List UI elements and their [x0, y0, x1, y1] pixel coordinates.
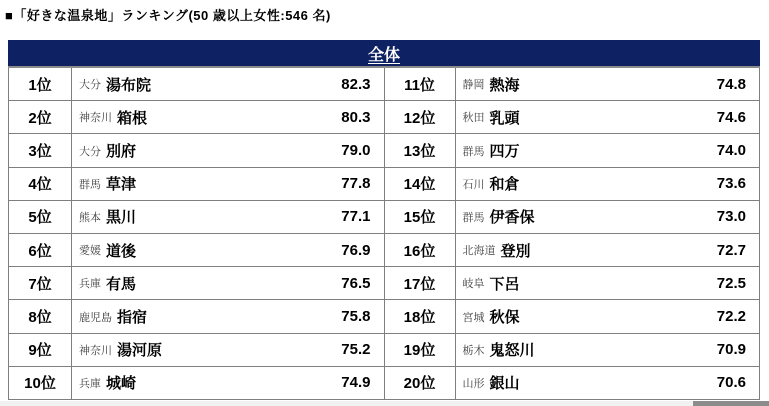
table-row: [385, 234, 760, 267]
rank-cell: 16位: [385, 234, 456, 266]
name-cell: [456, 334, 760, 366]
prefecture-label: 宮城: [462, 311, 485, 324]
prefecture-label: 大分: [79, 145, 101, 158]
rank-cell: 17位: [385, 267, 456, 299]
table-row: [9, 234, 384, 267]
table-row: [9, 101, 384, 134]
score-value: 82.3: [341, 75, 371, 93]
name-cell: [72, 134, 384, 166]
onsen-name: 伊香保: [489, 209, 535, 227]
name-cell: [72, 201, 384, 233]
name-cell: [456, 68, 760, 100]
ranking-column-left: [9, 68, 385, 400]
score-value: 74.6: [716, 108, 746, 126]
rank-cell: 9位: [9, 334, 72, 366]
score-value: 72.5: [716, 274, 746, 292]
name-cell: [456, 101, 760, 133]
table-row: [9, 267, 384, 300]
prefecture-label: 大分: [79, 79, 101, 92]
rank-cell: 2位: [9, 101, 72, 133]
name-cell: [72, 68, 384, 100]
name-cell: [72, 101, 384, 133]
score-value: 76.5: [341, 274, 371, 292]
onsen-name: 箱根: [117, 109, 148, 127]
score-value: 70.9: [716, 341, 746, 359]
table-row: [385, 101, 760, 134]
onsen-name: 道後: [106, 242, 137, 260]
rank-cell: 19位: [385, 334, 456, 366]
horizontal-scrollbar-thumb[interactable]: [693, 401, 769, 406]
onsen-name: 銀山: [489, 375, 520, 393]
name-cell: [72, 267, 384, 299]
ranking-table: [8, 40, 760, 400]
score-value: 72.2: [716, 308, 746, 326]
onsen-name: 草津: [106, 176, 137, 194]
name-cell: [456, 134, 760, 166]
score-value: 77.8: [341, 175, 371, 193]
name-cell: [456, 267, 760, 299]
prefecture-label: 群馬: [462, 145, 485, 158]
rank-cell: 1位: [9, 68, 72, 100]
score-value: 74.8: [716, 75, 746, 93]
name-cell: [456, 201, 760, 233]
prefecture-label: 兵庫: [79, 278, 101, 291]
onsen-name: 登別: [500, 242, 531, 260]
onsen-name: 秋保: [489, 309, 520, 327]
rank-cell: 10位: [9, 367, 72, 399]
score-value: 80.3: [341, 108, 371, 126]
name-cell: [456, 168, 760, 200]
prefecture-label: 神奈川: [79, 344, 112, 357]
rank-cell: 18位: [385, 300, 456, 332]
prefecture-label: 秋田: [462, 112, 485, 125]
table-header-label: 全体: [367, 46, 400, 64]
name-cell: [72, 367, 384, 399]
prefecture-label: 群馬: [462, 211, 485, 224]
onsen-name: 下呂: [489, 275, 520, 293]
table-row: [385, 68, 760, 101]
name-cell: [456, 300, 760, 332]
table-row: [385, 267, 760, 300]
prefecture-label: 北海道: [462, 245, 496, 258]
onsen-name: 熱海: [489, 76, 520, 94]
score-value: 72.7: [716, 241, 746, 259]
onsen-name: 鬼怒川: [489, 342, 535, 360]
score-value: 70.6: [716, 374, 746, 392]
onsen-name: 湯布院: [106, 76, 152, 94]
rank-cell: 8位: [9, 300, 72, 332]
prefecture-label: 栃木: [462, 344, 485, 357]
rank-cell: 13位: [385, 134, 456, 166]
onsen-name: 和倉: [489, 176, 520, 194]
onsen-name: 別府: [106, 143, 137, 160]
prefecture-label: 静岡: [462, 79, 485, 92]
table-row: [9, 367, 384, 400]
table-row: [9, 168, 384, 201]
table-row: [9, 334, 384, 367]
rank-cell: 14位: [385, 168, 456, 200]
table-row: [9, 68, 384, 101]
onsen-name: 有馬: [106, 275, 137, 293]
score-value: 74.9: [341, 374, 371, 392]
rank-cell: 20位: [385, 367, 456, 399]
score-value: 75.8: [341, 308, 371, 326]
table-row: [385, 201, 760, 234]
prefecture-label: 兵庫: [79, 377, 101, 390]
table-header: [8, 40, 760, 68]
page-title: ■「好きな温泉地」ランキング(50 歳以上女性:546 名): [5, 8, 331, 23]
table-row: [385, 300, 760, 333]
rank-cell: 12位: [385, 101, 456, 133]
prefecture-label: 岐阜: [462, 278, 485, 291]
name-cell: [456, 234, 760, 266]
rank-cell: 4位: [9, 168, 72, 200]
name-cell: [72, 334, 384, 366]
table-row: [385, 168, 760, 201]
table-row: [385, 134, 760, 167]
score-value: 73.6: [716, 175, 746, 193]
name-cell: [72, 234, 384, 266]
prefecture-label: 山形: [462, 377, 485, 390]
score-value: 76.9: [341, 241, 371, 259]
rank-cell: 3位: [9, 134, 72, 166]
prefecture-label: 鹿児島: [79, 311, 112, 324]
prefecture-label: 群馬: [79, 178, 101, 191]
name-cell: [72, 168, 384, 200]
onsen-name: 乳頭: [489, 109, 520, 127]
score-value: 74.0: [716, 142, 746, 159]
rank-cell: 11位: [385, 68, 456, 100]
name-cell: [456, 367, 760, 399]
rank-cell: 5位: [9, 201, 72, 233]
name-cell: [72, 300, 384, 332]
onsen-name: 指宿: [117, 309, 148, 327]
onsen-name: 城崎: [106, 375, 137, 393]
prefecture-label: 神奈川: [79, 112, 112, 125]
onsen-name: 黒川: [106, 209, 137, 227]
table-row: [9, 134, 384, 167]
onsen-name: 四万: [489, 143, 520, 160]
score-value: 79.0: [341, 142, 371, 159]
prefecture-label: 熊本: [79, 211, 101, 224]
table-row: [385, 367, 760, 400]
ranking-column-right: [385, 68, 760, 400]
table-row: [385, 334, 760, 367]
rank-cell: 7位: [9, 267, 72, 299]
score-value: 77.1: [341, 208, 371, 226]
score-value: 73.0: [716, 208, 746, 226]
table-body: [8, 68, 760, 400]
table-row: [9, 300, 384, 333]
table-row: [9, 201, 384, 234]
prefecture-label: 石川: [462, 178, 485, 191]
score-value: 75.2: [341, 341, 371, 359]
horizontal-scrollbar-track[interactable]: [0, 401, 769, 406]
onsen-name: 湯河原: [117, 342, 163, 360]
rank-cell: 6位: [9, 234, 72, 266]
rank-cell: 15位: [385, 201, 456, 233]
prefecture-label: 愛媛: [79, 245, 101, 258]
